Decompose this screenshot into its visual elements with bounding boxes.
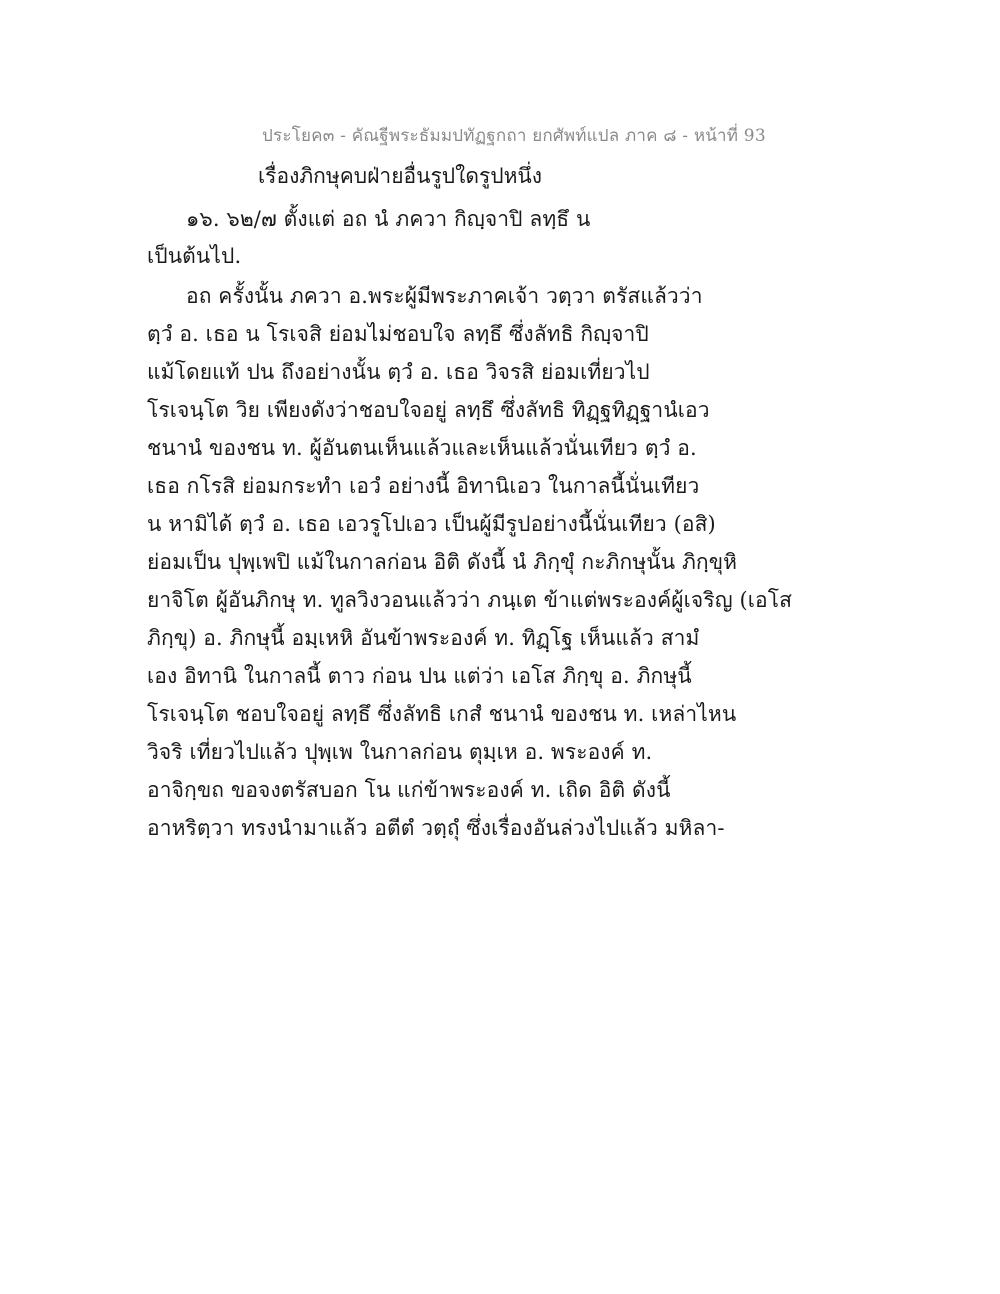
body-line: ชนานํ ของชน ท. ผู้อันตนเห็นแล้วและเห็นแล้วนั่นเทียว ตฺวํ อ.	[147, 436, 697, 460]
body-line: เอง อิทานิ ในกาลนี้ ตาว ก่อน ปน แต่ว่า เอโส ภิกฺขุ อ. ภิกษุนี้	[147, 664, 692, 688]
body-line: ตฺวํ อ. เธอ น โรเจสิ ย่อมไม่ชอบใจ ลทฺธึ ซึ่งลัทธิ กิญฺจาปิ	[147, 322, 649, 346]
body-line: ๑๖. ๖๒/๗ ตั้งแต่ อถ นํ ภควา กิญฺจาปิ ลทฺธึ น	[186, 207, 591, 231]
body-line: วิจริ เที่ยวไปแล้ว ปุพฺเพ ในกาลก่อน ตุมฺเห อ. พระองค์ ท.	[147, 740, 653, 764]
body-line: แม้โดยแท้ ปน ถึงอย่างนั้น ตฺวํ อ. เธอ วิจรสิ ย่อมเที่ยวไป	[147, 360, 650, 384]
running-header: ประโยค๓ - คัณฐีพระธัมมปทัฏฐกถา ยกศัพท์แปล ภาค ๘ - หน้าที่ 93	[262, 126, 766, 146]
body-line: เป็นต้นไป.	[147, 244, 242, 268]
body-line: โรเจนฺโต ชอบใจอยู่ ลทฺธึ ซึ่งลัทธิ เกสํ ชนานํ ของชน ท. เหล่าไหน	[147, 702, 737, 726]
body-line: ยาจิโต ผู้อันภิกษุ ท. ทูลวิงวอนแล้วว่า ภนฺเต ข้าแต่พระองค์ผู้เจริญ (เอโส	[147, 588, 793, 612]
story-title: เรื่องภิกษุคบฝ่ายอื่นรูปใดรูปหนึ่ง	[258, 164, 543, 188]
body-line: ย่อมเป็น ปุพฺเพปิ แม้ในกาลก่อน อิติ ดังนี้ นํ ภิกฺขุํ กะภิกษุนั้น ภิกฺขุหิ	[147, 550, 738, 574]
body-line: อถ ครั้งนั้น ภควา อ.พระผู้มีพระภาคเจ้า วตฺวา ตรัสแล้วว่า	[186, 284, 703, 308]
body-line: น หามิได้ ตฺวํ อ. เธอ เอวรูโปเอว เป็นผู้มีรูปอย่างนี้นั่นเทียว (อสิ)	[147, 512, 716, 536]
body-line: อาจิกฺขถ ขอจงตรัสบอก โน แก่ข้าพระองค์ ท. เถิด อิติ ดังนี้	[147, 778, 671, 802]
body-line: อาหริตฺวา ทรงนำมาแล้ว อตีตํ วตฺถุํ ซึ่งเรื่องอันล่วงไปแล้ว มหิลา-	[147, 816, 725, 840]
body-line: ภิกฺขุ) อ. ภิกษุนี้ อมฺเหหิ อันข้าพระองค์ ท. ทิฏฺโฐ เห็นแล้ว สามํ	[147, 626, 700, 650]
body-line: โรเจนฺโต วิย เพียงดังว่าชอบใจอยู่ ลทฺธึ ซึ่งลัทธิ ทิฏฺฐทิฏฺฐานํเอว	[147, 398, 710, 422]
body-line: เธอ กโรสิ ย่อมกระทำ เอวํ อย่างนี้ อิทานิเอว ในกาลนี้นั่นเทียว	[147, 474, 700, 498]
